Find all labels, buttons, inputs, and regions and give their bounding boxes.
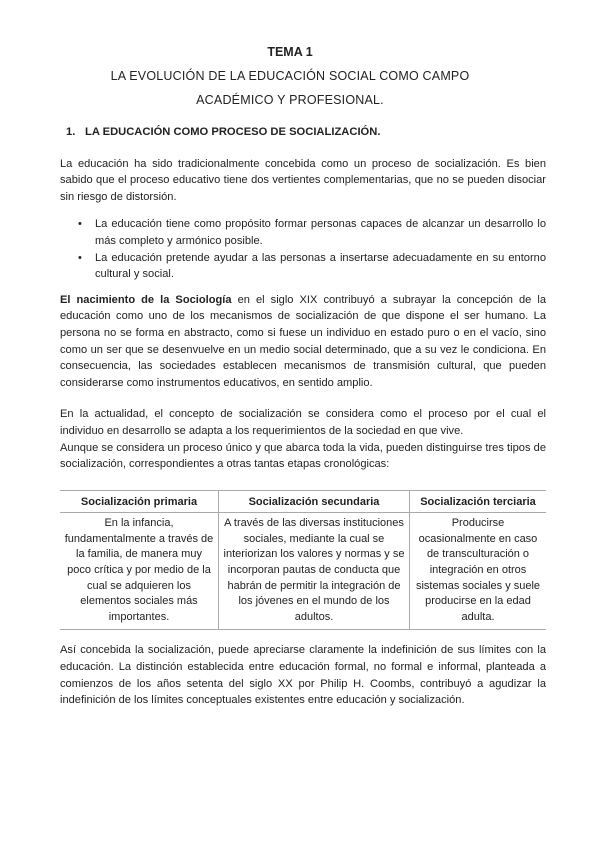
table-cell: Producirse ocasionalmente en caso de transculturación o integración en otros sistemas sociales y suele producirse en la edad adulta. bbox=[410, 513, 547, 630]
bullet-list bbox=[78, 216, 546, 282]
document-title-line-1: LA EVOLUCIÓN DE LA EDUCACIÓN SOCIAL COMO CAMPO bbox=[110, 69, 470, 83]
list-item-text: La educación pretende ayudar a las personas a insertarse adecuadamente en su entorno cultural y social. bbox=[95, 251, 546, 281]
paragraph-text: en el siglo XIX contribuyó a subrayar la concepción de la educación como uno de los mecanismos de socialización de que dispone el ser humano. La persona no se forma en abstracto, como si fuese un individuo en estado puro o en el vacío, sino como un ser que se desenvuelve en un medio social determinado, que a su vez le condiciona. En consecuencia, las sociedades establecen mecanismos de transmisión cultural, que pueden considerarse como instrumentos educativos, en sentido amplio. bbox=[60, 293, 546, 389]
bold-phrase: El nacimiento de la Sociología bbox=[60, 293, 232, 306]
table-cell: A través de las diversas instituciones sociales, mediante la cual se interiorizan los valores y normas y se incorporan pautas de conducta que habrán de permitir la integración de los jóvenes en el mundo de los adultos. bbox=[219, 513, 410, 630]
paragraph-actualidad: En la actualidad, el concepto de socialización se considera como el proceso por el cual el individuo en desarrollo se adapta a los requerimientos de la sociedad en que vive. bbox=[60, 408, 546, 437]
column-header: Socialización terciaria bbox=[410, 490, 547, 513]
socialization-table bbox=[60, 490, 546, 631]
paragraph-conclusion: Así concebida la socialización, puede apreciarse claramente la indefinición de sus límites con la educación. La distinción establecida entre educación formal, no formal e informal, planteada a comienzos de los años setenta del siglo XX por Philip H. Coombs, contribuyó a agudizar la indefinición de los límites conceptuales existentes entre educación y socialización. bbox=[60, 644, 546, 707]
topic-heading: TEMA 1 bbox=[267, 45, 313, 59]
list-item bbox=[78, 216, 546, 249]
column-header: Socialización secundaria bbox=[219, 490, 410, 513]
list-item bbox=[78, 250, 546, 283]
paragraph-sociology bbox=[60, 292, 546, 392]
section-title: LA EDUCACIÓN COMO PROCESO DE SOCIALIZACIÓN. bbox=[85, 126, 381, 138]
bullet-icon: • bbox=[78, 218, 82, 231]
column-header: Socialización primaria bbox=[60, 490, 219, 513]
document-title-line-2: ACADÉMICO Y PROFESIONAL. bbox=[196, 93, 384, 107]
table-row bbox=[60, 513, 546, 630]
list-item-text: La educación tiene como propósito formar personas capaces de alcanzar un desarrollo lo más completo y armónico posible. bbox=[95, 218, 546, 247]
section-number: 1. bbox=[66, 126, 76, 138]
bullet-icon: • bbox=[78, 251, 82, 264]
paragraph-tipos: Aunque se considera un proceso único y que abarca toda la vida, pueden distinguirse tres tipos de socialización, correspondientes a otras tantas etapas cronológicas: bbox=[60, 441, 546, 471]
table-cell: En la infancia, fundamentalmente a través de la familia, de manera muy poco crítica y por medio de la cual se adquieren los elementos sociales más importantes. bbox=[64, 517, 214, 623]
table-header-row bbox=[60, 490, 546, 513]
section-heading bbox=[66, 124, 546, 141]
paragraph-intro: La educación ha sido tradicionalmente concebida como un proceso de socialización. Es bien sabido que el proceso educativo tiene dos vertientes complementarias, que no se pueden disociar sin riesgo de distorsión. bbox=[60, 157, 546, 203]
